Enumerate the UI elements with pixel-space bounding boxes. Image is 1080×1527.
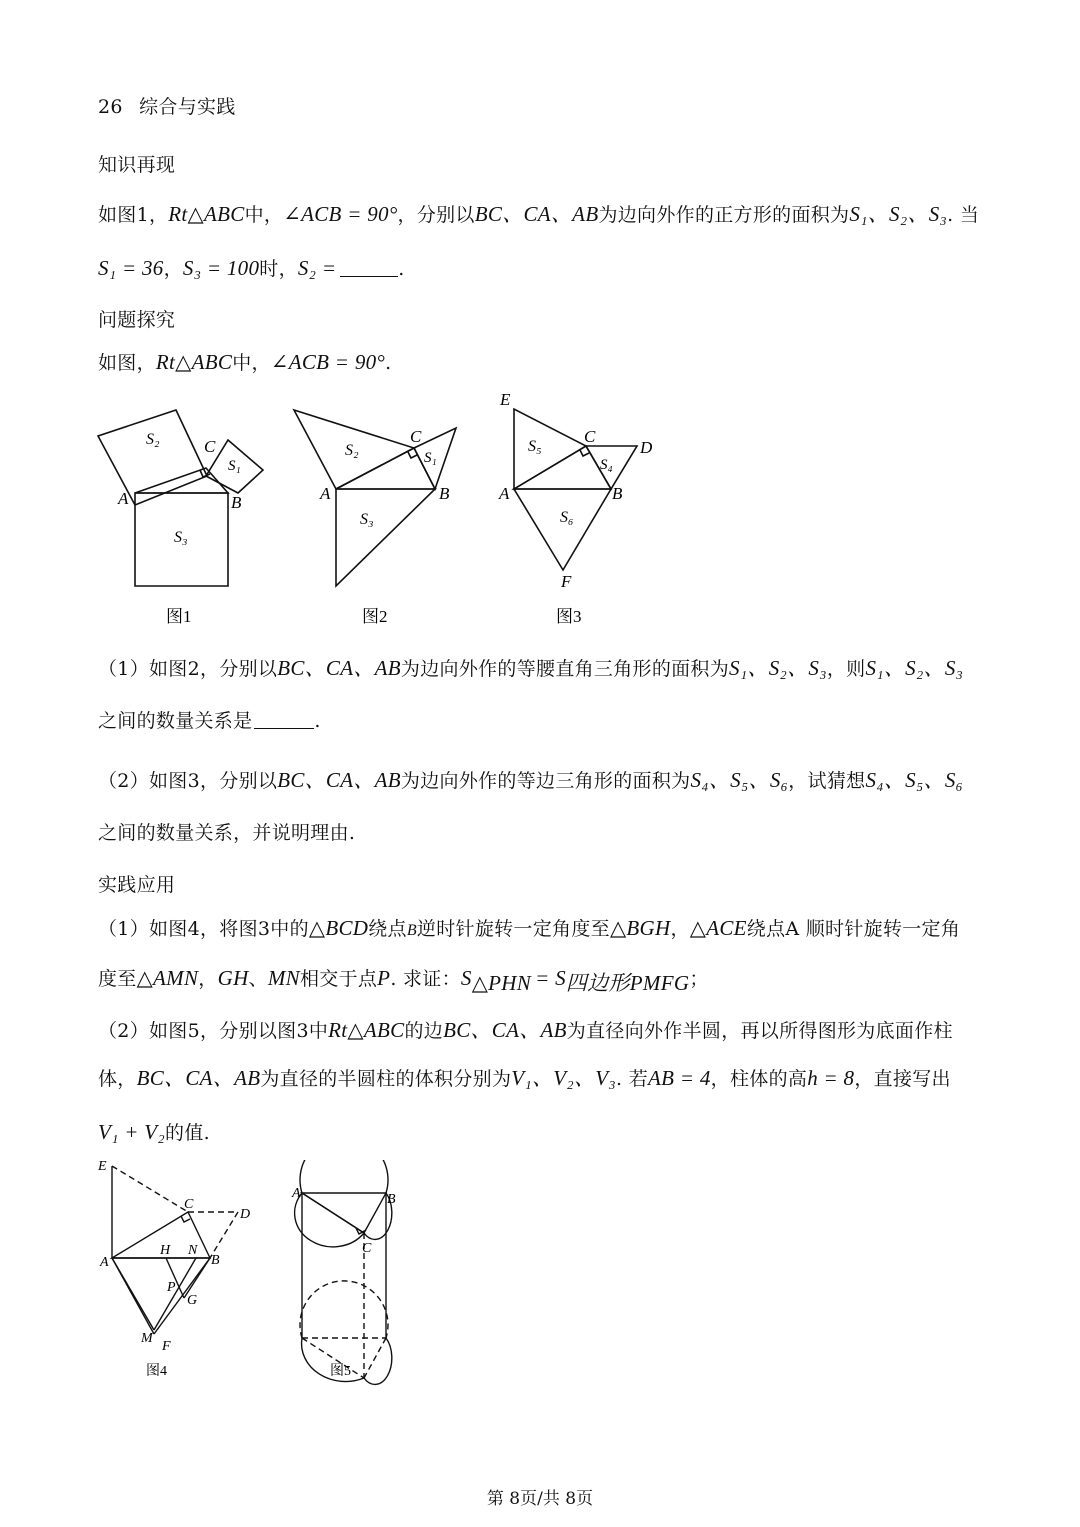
text-segment: （1）如图4，将图3中的 [98, 918, 309, 940]
math-h: h = 8 [807, 1066, 855, 1090]
question-header [98, 92, 236, 119]
label-s1: S₁ [424, 450, 437, 466]
math-s456: S₄、S₅、S₆ [690, 768, 789, 792]
question-title: 综合与实践 [139, 96, 236, 118]
label-b: B [439, 484, 450, 503]
text-segment: ，则 [826, 658, 866, 680]
label-b: B [211, 1253, 220, 1268]
label-c: C [204, 437, 216, 456]
math-v1-plus-v2: V₁ + V₂ [98, 1120, 166, 1144]
explore-intro [98, 348, 391, 375]
math-sides: BC、CA、AB [277, 768, 401, 792]
label-c: C [410, 427, 422, 446]
math-rt-triangle: Rt△ABC [155, 350, 233, 374]
caption-fig3: 图3 [556, 607, 582, 626]
caption-fig1: 图1 [166, 607, 192, 626]
text-segment: （2）如图3，分别以 [98, 770, 278, 792]
math-sides: BC、CA、AB [277, 656, 401, 680]
text-segment: 相交于点 [299, 968, 378, 990]
text-segment: . [398, 258, 405, 280]
label-s4: S₄ [600, 457, 613, 473]
math-angle: ∠ACB = 90° [270, 350, 386, 374]
text-segment: 绕点 [368, 918, 407, 940]
math-ab: AB = 4 [648, 1066, 711, 1090]
label-a: A [118, 489, 129, 508]
text-segment: 体， [98, 1068, 137, 1090]
question-number: 26 [98, 96, 123, 118]
label-c: C [362, 1241, 372, 1256]
answer-blank[interactable] [340, 258, 398, 277]
math-s123: S₁、S₂、S₃ [729, 656, 827, 680]
math-v123: V₁、V₂、V₃ [511, 1066, 617, 1090]
text-segment: 为直径向外作半圆，再以所得图形为底面作柱 [566, 1020, 953, 1042]
label-b: B [231, 493, 242, 512]
section-heading-apply: 实践应用 [98, 874, 176, 896]
answer-blank[interactable] [254, 710, 314, 729]
label-d: D [240, 1207, 251, 1222]
label-d: D [640, 438, 653, 457]
figure-1 [90, 400, 280, 640]
math-s123: S₁、S₂、S₃ [865, 656, 964, 680]
text-segment: 时， [259, 258, 298, 280]
knowledge-line-1 [98, 198, 979, 228]
label-a: A [499, 484, 510, 503]
math-gh: GH [217, 966, 249, 990]
text-segment: 、 [248, 968, 268, 990]
apply-p2-line2 [98, 1062, 951, 1092]
label-s3: S₃ [360, 511, 374, 528]
label-p: P [167, 1280, 176, 1295]
math-mn: MN [267, 966, 300, 990]
caption-fig5: 图5 [330, 1364, 351, 1379]
math-triangle-bgh: △BGH [609, 916, 671, 940]
text-segment: 之间的数量关系是 [98, 710, 253, 732]
label-b: B [387, 1192, 396, 1207]
label-s1: S₁ [228, 458, 241, 474]
explore-q1-line1 [98, 652, 963, 682]
triangle-s3 [336, 489, 435, 586]
math-triangle-bcd: △BCD [308, 916, 369, 940]
text-segment: 的边 [404, 1020, 444, 1042]
caption-fig2: 图2 [362, 607, 388, 626]
label-n: N [188, 1243, 198, 1258]
explore-q2-line2 [98, 818, 355, 845]
math-s123: S₁、S₂、S₃ [849, 202, 948, 226]
text-segment: . 若 [616, 1068, 649, 1090]
math-s1: S₁ = 36 [98, 256, 164, 280]
figure-4 [92, 1152, 262, 1392]
text-segment: ， [198, 968, 218, 990]
label-s5: S₅ [528, 438, 542, 455]
text-segment: . 当 [947, 204, 980, 226]
text-segment: 为边向外作的等腰直角三角形的面积为 [400, 658, 730, 680]
page-footer: 第 8页/共 8页 [486, 1489, 594, 1509]
caption-fig4: 图4 [146, 1364, 167, 1379]
text-segment: 绕点A 顺时针旋转一定角 [746, 918, 961, 940]
square-s2 [98, 410, 207, 505]
text-segment: 如图， [98, 352, 156, 374]
label-s3: S₃ [174, 529, 188, 546]
math-s: = S [535, 966, 566, 990]
text-segment: 中， [232, 352, 271, 374]
knowledge-line-2 [98, 254, 405, 281]
explore-q2-line1 [98, 764, 963, 794]
math-angle: ∠ACB = 90° [283, 202, 398, 226]
label-c: C [584, 427, 596, 446]
label-f: F [561, 572, 572, 591]
figure-3 [490, 385, 670, 640]
math-triangle-amn: △AMN [136, 966, 199, 990]
label-g: G [187, 1293, 198, 1308]
math-s: S [460, 966, 472, 990]
math-sides: BC、CA、AB [474, 202, 599, 226]
label-a: A [100, 1255, 109, 1270]
text-segment: 如图1， [98, 204, 169, 226]
label-s6: S₆ [560, 509, 574, 526]
math-subscript: 四边形PMFG [565, 970, 690, 995]
math-point-b: B [406, 922, 417, 939]
text-segment: ，分别以 [397, 204, 475, 226]
section-heading-explore: 问题探究 [98, 309, 176, 331]
label-e: E [500, 390, 511, 409]
math-triangle-ace: △ACE [689, 916, 747, 940]
label-f: F [162, 1339, 171, 1354]
text-segment: ，试猜想 [788, 770, 866, 792]
math-sides: BC、CA、AB [443, 1018, 567, 1042]
label-h: H [160, 1243, 171, 1258]
text-segment: ； [689, 968, 709, 990]
figure-5 [290, 1160, 410, 1390]
label-s2: S₂ [146, 431, 160, 448]
math-subscript: △PHN [471, 970, 532, 995]
text-segment: （1）如图2，分别以 [98, 658, 278, 680]
label-s2: S₂ [345, 442, 359, 459]
apply-p1-line1 [98, 914, 960, 941]
text-segment: ，柱体的高 [710, 1068, 808, 1090]
triangle-s5 [514, 409, 586, 489]
text-segment: ， [163, 258, 183, 280]
right-angle-mark [580, 450, 589, 456]
math-s2: S₂ = [297, 256, 337, 280]
math-rt-triangle: Rt△ABC [168, 202, 245, 226]
text-segment: ， [670, 918, 690, 940]
text-segment: （2）如图5，分别以图3中 [98, 1020, 329, 1042]
text-segment: 之间的数量关系，并说明理由. [98, 822, 356, 844]
text-segment: . [385, 352, 392, 374]
math-s3: S₃ = 100 [182, 256, 260, 280]
text-segment: ，直接写出 [854, 1068, 951, 1090]
triangle-s6 [514, 489, 611, 570]
text-segment: 中， [244, 204, 284, 226]
math-rt-triangle: Rt△ABC [328, 1018, 405, 1042]
math-sides: BC、CA、AB [136, 1066, 261, 1090]
label-e: E [98, 1159, 107, 1174]
math-point-p: P [377, 966, 391, 990]
math-s456: S₄、S₅、S₆ [865, 768, 964, 792]
section-heading-knowledge: 知识再现 [98, 154, 176, 176]
text-segment: 为直径的半圆柱的体积分别为 [260, 1068, 512, 1090]
label-a: A [292, 1186, 301, 1201]
apply-p1-line2 [98, 964, 709, 997]
text-segment: 为边向外作的等边三角形的面积为 [400, 770, 691, 792]
label-b: B [612, 484, 623, 503]
text-segment: 为边向外作的正方形的面积为 [598, 204, 850, 226]
text-segment: 的值. [165, 1122, 210, 1144]
text-segment: 度至 [98, 968, 137, 990]
label-a: A [320, 484, 331, 503]
explore-q1-line2: 之间的数量关系是 . [98, 710, 321, 732]
apply-p2-line1 [98, 1014, 953, 1044]
label-m: M [141, 1331, 153, 1346]
text-segment: . 求证： [390, 968, 461, 990]
text-segment: 逆时针旋转一定角度至 [416, 918, 610, 940]
apply-p2-line3 [98, 1118, 210, 1145]
figure-2 [290, 400, 470, 640]
label-c: C [184, 1197, 194, 1212]
